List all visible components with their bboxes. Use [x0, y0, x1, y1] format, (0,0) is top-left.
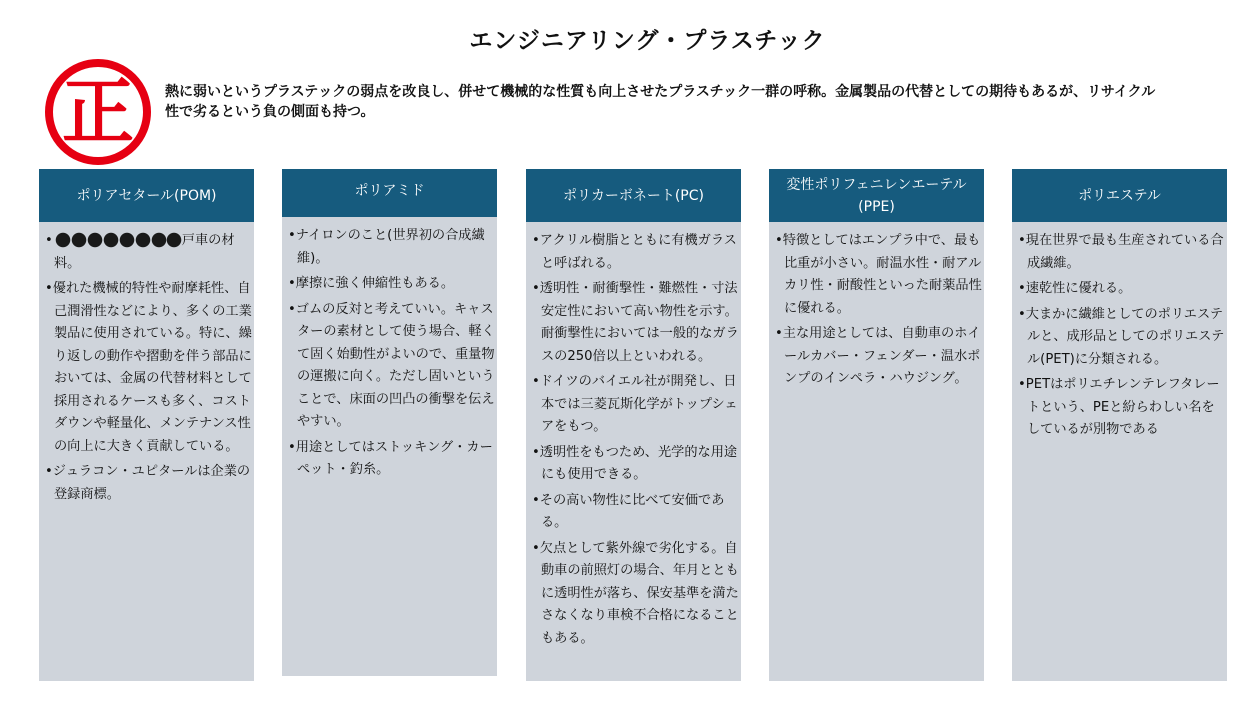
column-header: ポリアセタール(POM) — [39, 169, 254, 222]
column-body — [39, 222, 254, 515]
column-polyester — [1012, 169, 1227, 681]
page-title: エンジニアリング・プラスチック — [469, 28, 826, 54]
bullet-item: • 透明性をもつため、光学的な用途にも使用できる。 — [532, 442, 739, 487]
bullet-item — [45, 230, 252, 275]
column-pc — [526, 169, 741, 681]
column-header: ポリアミド — [282, 169, 497, 217]
bullet-item: • ゴムの反対と考えていい。キャスターの素材として使う場合、軽くて固く始動性がよいので、重量物の運搬に向く。ただし固いということで、床面の凹凸の衝撃を伝えやすい。 — [288, 299, 495, 434]
svg-text:正: 正 — [61, 70, 135, 154]
column-polyamide — [282, 169, 497, 676]
bullet-item: • 大まかに繊維としてのポリエステルと、成形品としてのポリエステル(PET)に分類される。 — [1018, 304, 1225, 372]
column-header: ポリカーボネート(PC) — [526, 169, 741, 222]
bullet-text: 戸車の材料。 — [54, 233, 235, 271]
bullet-item: • 摩擦に強く伸縮性もある。 — [288, 273, 495, 296]
column-header: ポリエステル — [1012, 169, 1227, 222]
intro-text: 熱に弱いというプラステックの弱点を改良し、併せて機械的な性質も向上させたプラスチック一群の呼称。金属製品の代替としての期待もあるが、リサイクル性で劣るという負の側面も持つ。 — [165, 84, 1156, 120]
column-body — [769, 222, 984, 400]
bullet-item: • PETはポリエチレンテレフタレートという、PEと紛らわしい名をしているが別物である — [1018, 374, 1225, 442]
bullet-item: • アクリル樹脂とともに有機ガラスと呼ばれる。 — [532, 230, 739, 275]
seal-stamp-icon — [43, 57, 153, 167]
bullet-item: • その高い物性に比べて安価である。 — [532, 490, 739, 535]
bullet-item: • 主な用途としては、自動車のホイールカバー・フェンダー・温水ポンプのインペラ・ハウジング。 — [775, 323, 982, 391]
bullet-item: • 現在世界で最も生産されている合成繊維。 — [1018, 230, 1225, 275]
column-body — [1012, 222, 1227, 451]
column-pom — [39, 169, 254, 681]
bullet-item: • ドイツのバイエル社が開発し、日本では三菱瓦斯化学がトップシェアをもつ。 — [532, 371, 739, 439]
column-header: 変性ポリフェニレンエーテル(PPE) — [769, 169, 984, 222]
redaction-mark — [54, 232, 182, 248]
bullet-item: • 優れた機械的特性や耐摩耗性、自己潤滑性などにより、多くの工業製品に使用されている。特に、繰り返しの動作や摺動を伴う部品においては、金属の代替材料として採用されるケースも多く、コストダウンや軽量化、メンテナンス性の向上に大きく貢献している。 — [45, 278, 252, 458]
bullet-item: • 欠点として紫外線で劣化する。自動車の前照灯の場合、年月とともに透明性が落ち、保安基準を満たさなくなり車検不合格になることもある。 — [532, 538, 739, 651]
bullet-item: • 用途としてはストッキング・カーペット・釣糸。 — [288, 437, 495, 482]
column-body — [282, 217, 497, 491]
bullet-item: • 速乾性に優れる。 — [1018, 278, 1225, 301]
bullet-item: • 特徴としてはエンプラ中で、最も比重が小さい。耐温水性・耐アルカリ性・耐酸性といった耐薬品性に優れる。 — [775, 230, 982, 320]
bullet-item: • ナイロンのこと(世界初の合成繊維)。 — [288, 225, 495, 270]
column-body — [526, 222, 741, 659]
column-ppe — [769, 169, 984, 681]
bullet-item: • 透明性・耐衝撃性・難燃性・寸法安定性において高い物性を示す。耐衝撃性においては一般的なガラスの250倍以上といわれる。 — [532, 278, 739, 368]
bullet-item: • ジュラコン・ユピタールは企業の登録商標。 — [45, 461, 252, 506]
